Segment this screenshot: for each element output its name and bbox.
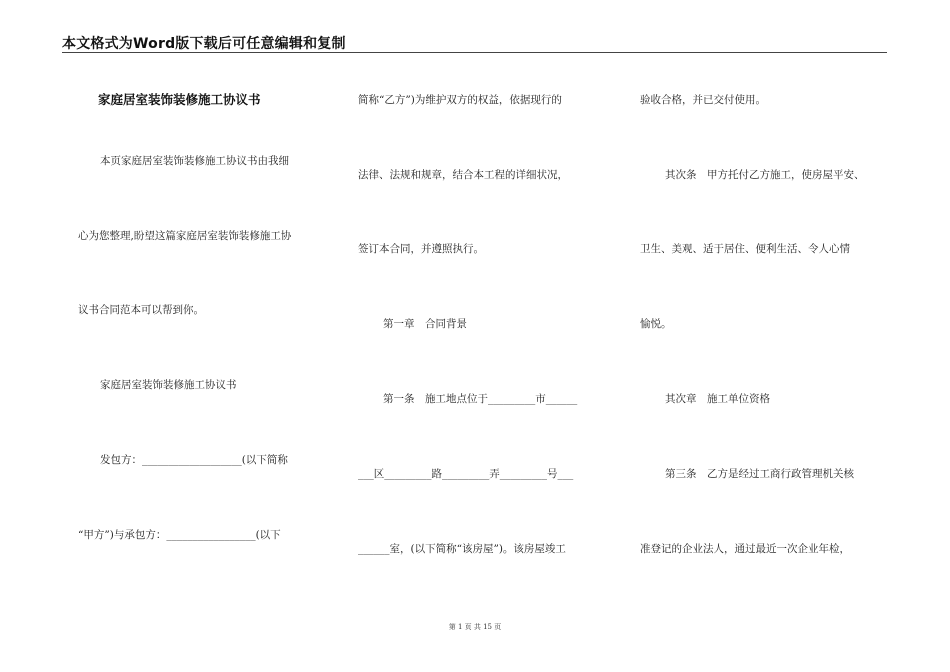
paragraph-line: 发包方：___________________(以下简称 bbox=[100, 454, 288, 466]
paragraph-line: 其次条 甲方托付乙方施工，使房屋平安、 bbox=[665, 169, 865, 181]
paragraph-line: 家庭居室装饰装修施工协议书 bbox=[100, 379, 237, 391]
page-number-footer: 第 1 页 共 15 页 bbox=[448, 623, 502, 631]
paragraph-line: 简称“乙方”)为维护双方的权益，依据现行的 bbox=[358, 94, 562, 106]
chapter-heading: 第一章 合同背景 bbox=[383, 318, 467, 330]
document-title: 家庭居室装饰装修施工协议书 bbox=[98, 92, 261, 107]
paragraph-line: 本页家庭居室装饰装修施工协议书由我细 bbox=[100, 155, 289, 167]
paragraph-line: 法律、法规和规章，结合本工程的详细状况， bbox=[358, 169, 568, 181]
paragraph-line: 准登记的企业法人，通过最近一次企业年检， bbox=[640, 543, 850, 555]
paragraph-line: 第三条 乙方是经过工商行政管理机关核 bbox=[665, 468, 854, 480]
paragraph-line: 签订本合同，并遵照执行。 bbox=[358, 243, 484, 255]
header-divider bbox=[62, 52, 887, 53]
paragraph-line: “甲方”)与承包方：_________________(以下 bbox=[78, 529, 281, 541]
paragraph-line: 验收合格，并已交付使用。 bbox=[640, 94, 766, 106]
paragraph-line: ______室，(以下简称“该房屋”)。该房屋竣工 bbox=[358, 543, 566, 555]
paragraph-line: 第一条 施工地点位于_________市______ bbox=[383, 393, 578, 405]
paragraph-line: 卫生、美观、适于居住、便利生活、令人心情 bbox=[640, 243, 850, 255]
paragraph-line: 愉悦。 bbox=[640, 318, 672, 330]
paragraph-line: 心为您整理,盼望这篇家庭居室装饰装修施工协 bbox=[78, 230, 292, 242]
paragraph-line: ___区_________路_________弄_________号___ bbox=[358, 468, 574, 480]
paragraph-line: 议书合同范本可以帮到你。 bbox=[78, 304, 204, 316]
document-header-title: 本文格式为Word版下载后可任意编辑和复制 bbox=[62, 36, 346, 52]
chapter-heading: 其次章 施工单位资格 bbox=[665, 393, 770, 405]
